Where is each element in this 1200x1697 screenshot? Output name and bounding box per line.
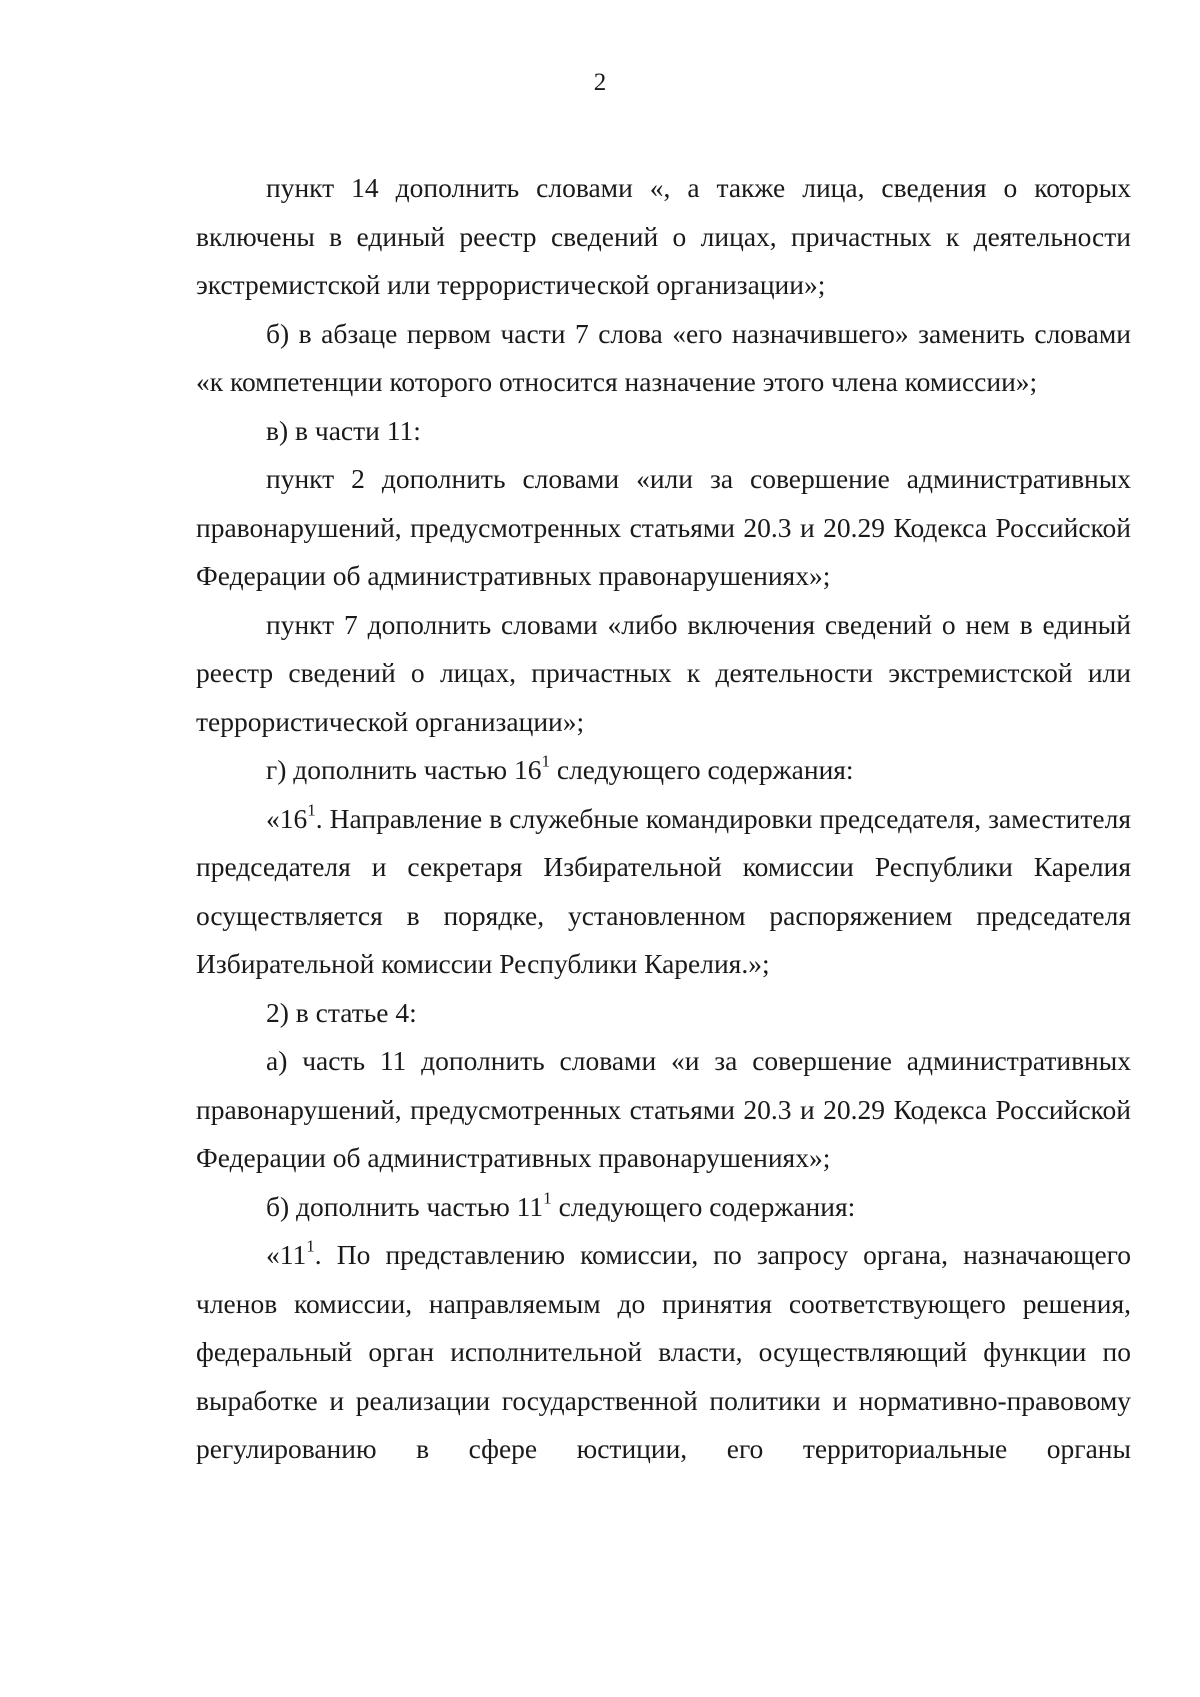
paragraph-text-tail: следующего содержания: <box>550 754 854 785</box>
superscript: 1 <box>306 1236 315 1256</box>
paragraph-text: пункт 7 дополнить словами «либо включения сведений о нем в единый реестр сведений о лицах, причастных к деятельности экстремистской или террористической организации»; <box>196 608 1131 737</box>
document-body <box>196 164 1131 1474</box>
paragraph-text-tail: следующего содержания: <box>551 1190 856 1222</box>
paragraph-add-part-16-1 <box>196 746 1131 795</box>
paragraph-text: б) дополнить частью 11 <box>266 1190 544 1222</box>
paragraph-item-2-amendment <box>196 455 1131 601</box>
paragraph-text: 2) в статье 4: <box>266 996 417 1028</box>
paragraph-text: «16 <box>266 802 308 834</box>
paragraph-text: б) в абзаце первом части 7 слова «его назначившего» заменить словами «к компетенции которого относится назначение этого члена комиссии»; <box>196 317 1131 397</box>
superscript: 1 <box>543 1188 552 1208</box>
paragraph-text: пункт 2 дополнить словами «или за совершение административных правонарушений, предусмотренных статьями 20.3 и 20.29 Кодекса Российской Федерации об административных правонарушениях»; <box>196 463 1131 591</box>
paragraph-text: в) в части 11: <box>266 414 421 446</box>
superscript: 1 <box>307 800 316 820</box>
paragraph-text-tail: . Направление в служебные командировки председателя, заместителя председателя и секретаря Избирательной комиссии Республики Карелия осуществляется в порядке, установленном распоряжением председателя Избирательной комиссии Республики Карелия.»; <box>196 802 1131 979</box>
paragraph-text: г) дополнить частью 16 <box>266 754 542 785</box>
paragraph-add-part-11-1 <box>196 1183 1131 1232</box>
paragraph-text: пункт 14 дополнить словами «, а также лица, сведения о которых включены в единый реестр сведений о лицах, причастных к деятельности экстремистской или террористической организации»; <box>196 172 1131 300</box>
paragraph-text: а) часть 11 дополнить словами «и за совершение административных правонарушений, предусмотренных статьями 20.3 и 20.29 Кодекса Российской Федерации об административных правонарушениях»; <box>196 1045 1131 1173</box>
paragraph-item-14-amendment <box>196 164 1131 310</box>
paragraph-article-4-heading <box>196 989 1131 1038</box>
paragraph-part-11-1-text <box>196 1231 1131 1474</box>
superscript: 1 <box>541 751 550 771</box>
paragraph-text-tail: . По представлению комиссии, по запросу органа, назначающего членов комиссии, направляемым до принятия соответствующего решения, федеральный орган исполнительной власти, осуществляющий функции по выработке и реализации государственной политики и нормативно-правовому регулированию в сфере юстиции, его территориальные органы <box>196 1239 1131 1464</box>
page-number: 2 <box>593 69 607 96</box>
paragraph-part-11-amendment <box>196 1037 1131 1183</box>
paragraph-text: «11 <box>266 1239 307 1270</box>
paragraph-item-7-amendment <box>196 601 1131 747</box>
paragraph-part-16-1-text <box>196 795 1131 989</box>
paragraph-part-7-amendment <box>196 310 1131 407</box>
paragraph-part-11-heading <box>196 407 1131 456</box>
